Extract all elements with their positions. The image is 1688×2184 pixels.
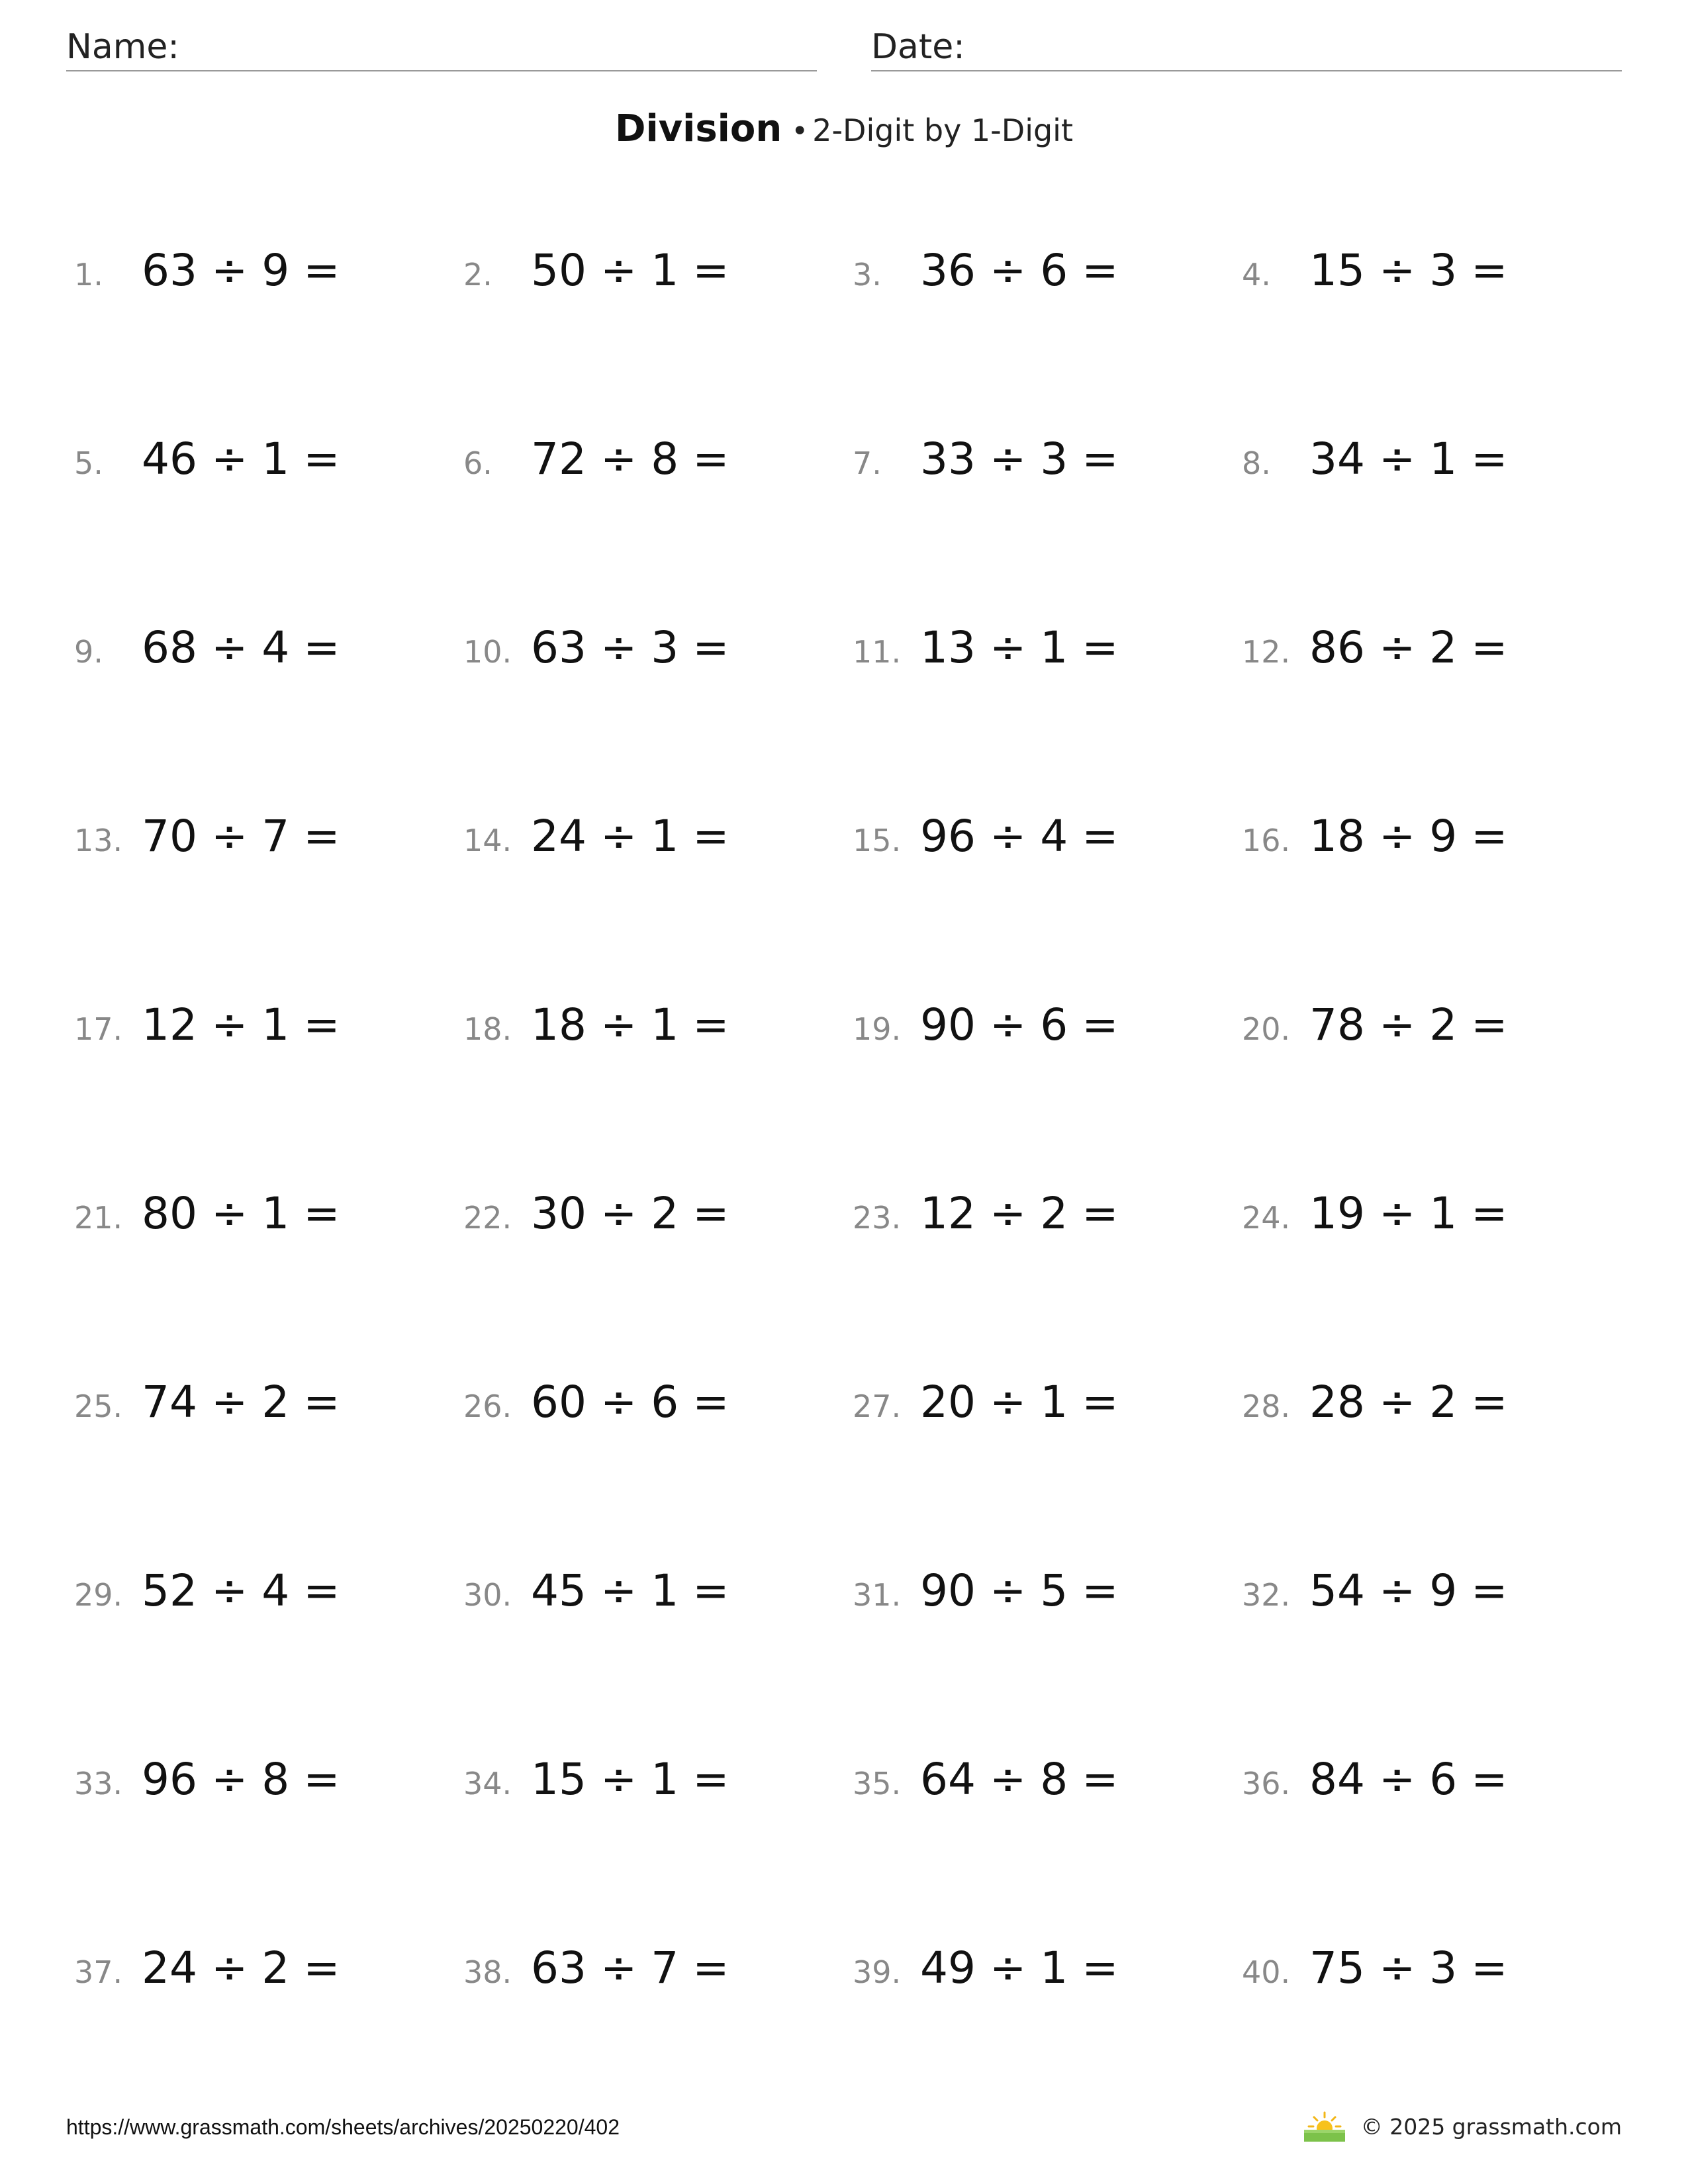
problem-item [463, 811, 729, 877]
name-label: Name: [66, 27, 179, 67]
problem-expression: 18 ÷ 1 = [531, 999, 729, 1050]
problem-item [853, 999, 1119, 1066]
problem-expression: 30 ÷ 2 = [531, 1188, 729, 1239]
problem-item [463, 999, 729, 1066]
problem-item [1242, 999, 1508, 1066]
problem-number: 40. [1242, 1954, 1291, 1990]
problem-item [74, 811, 340, 877]
problem-item [74, 999, 340, 1066]
problem-item [463, 1565, 729, 1631]
footer-brand [1303, 2110, 1622, 2143]
problem-item [1242, 622, 1508, 688]
problem-number: 6. [463, 445, 492, 481]
problem-number: 21. [74, 1200, 123, 1236]
title-subtitle: 2-Digit by 1-Digit [812, 113, 1074, 148]
problem-number: 22. [463, 1200, 512, 1236]
problem-expression: 64 ÷ 8 = [920, 1754, 1119, 1805]
problem-number: 9. [74, 634, 103, 670]
problem-item [853, 811, 1119, 877]
problem-item [74, 1565, 340, 1631]
problem-expression: 12 ÷ 1 = [142, 999, 340, 1050]
problem-expression: 52 ÷ 4 = [142, 1565, 340, 1616]
problem-number: 30. [463, 1577, 512, 1613]
problem-number: 5. [74, 445, 103, 481]
problem-number: 23. [853, 1200, 902, 1236]
title-main: Division [614, 107, 782, 150]
problem-item [463, 245, 729, 311]
problem-item [1242, 1942, 1508, 2009]
problem-expression: 63 ÷ 7 = [531, 1942, 729, 1993]
problem-item [1242, 245, 1508, 311]
problem-number: 25. [74, 1388, 123, 1424]
problem-item [74, 1377, 340, 1443]
problem-expression: 34 ÷ 1 = [1309, 433, 1508, 484]
problem-expression: 19 ÷ 1 = [1309, 1188, 1508, 1239]
problem-item [74, 1754, 340, 1820]
problem-item [1242, 1754, 1508, 1820]
problem-number: 35. [853, 1766, 902, 1801]
problem-number: 31. [853, 1577, 902, 1613]
problem-number: 29. [74, 1577, 123, 1613]
problem-item [1242, 1188, 1508, 1254]
problem-number: 2. [463, 257, 492, 293]
problem-expression: 96 ÷ 4 = [920, 811, 1119, 862]
problem-expression: 50 ÷ 1 = [531, 245, 729, 296]
problem-number: 32. [1242, 1577, 1291, 1613]
problem-expression: 13 ÷ 1 = [920, 622, 1119, 673]
problem-number: 1. [74, 257, 103, 293]
problem-expression: 36 ÷ 6 = [920, 245, 1119, 296]
problem-expression: 45 ÷ 1 = [531, 1565, 729, 1616]
problem-number: 14. [463, 823, 512, 858]
problem-expression: 84 ÷ 6 = [1309, 1754, 1508, 1805]
problem-expression: 54 ÷ 9 = [1309, 1565, 1508, 1616]
problem-number: 8. [1242, 445, 1271, 481]
date-label: Date: [871, 27, 965, 67]
problem-item [853, 1754, 1119, 1820]
problem-item [74, 1942, 340, 2009]
problem-item [853, 1188, 1119, 1254]
problem-item [853, 1942, 1119, 2009]
worksheet-title [0, 106, 1688, 161]
problem-item [853, 1565, 1119, 1631]
problem-expression: 68 ÷ 4 = [142, 622, 340, 673]
problem-number: 12. [1242, 634, 1291, 670]
name-field[interactable] [66, 24, 817, 71]
problem-number: 4. [1242, 257, 1271, 293]
problem-expression: 28 ÷ 2 = [1309, 1377, 1508, 1428]
problem-expression: 15 ÷ 3 = [1309, 245, 1508, 296]
problem-number: 15. [853, 823, 902, 858]
problem-expression: 70 ÷ 7 = [142, 811, 340, 862]
problem-expression: 49 ÷ 1 = [920, 1942, 1119, 1993]
problem-number: 19. [853, 1011, 902, 1047]
problem-expression: 46 ÷ 1 = [142, 433, 340, 484]
problem-expression: 80 ÷ 1 = [142, 1188, 340, 1239]
problem-item [463, 1377, 729, 1443]
problem-number: 33. [74, 1766, 123, 1801]
problem-expression: 78 ÷ 2 = [1309, 999, 1508, 1050]
footer-url: https://www.grassmath.com/sheets/archives/20250220/402 [66, 2115, 620, 2139]
problem-expression: 90 ÷ 6 = [920, 999, 1119, 1050]
title-bullet: • [791, 114, 809, 148]
problem-expression: 18 ÷ 9 = [1309, 811, 1508, 862]
problem-number: 39. [853, 1954, 902, 1990]
problem-number: 13. [74, 823, 123, 858]
problem-expression: 33 ÷ 3 = [920, 433, 1119, 484]
problem-number: 36. [1242, 1766, 1291, 1801]
problem-expression: 63 ÷ 9 = [142, 245, 340, 296]
problem-expression: 12 ÷ 2 = [920, 1188, 1119, 1239]
problem-number: 38. [463, 1954, 512, 1990]
problem-number: 7. [853, 445, 882, 481]
problem-item [1242, 811, 1508, 877]
problem-expression: 20 ÷ 1 = [920, 1377, 1119, 1428]
problem-item [74, 622, 340, 688]
problem-expression: 90 ÷ 5 = [920, 1565, 1119, 1616]
problem-expression: 75 ÷ 3 = [1309, 1942, 1508, 1993]
problem-expression: 72 ÷ 8 = [531, 433, 729, 484]
problem-item [74, 1188, 340, 1254]
problem-number: 16. [1242, 823, 1291, 858]
problem-item [853, 433, 1119, 500]
problem-item [1242, 433, 1508, 500]
problem-item [463, 1942, 729, 2009]
problem-expression: 15 ÷ 1 = [531, 1754, 729, 1805]
problem-number: 10. [463, 634, 512, 670]
problem-number: 27. [853, 1388, 902, 1424]
problem-expression: 60 ÷ 6 = [531, 1377, 729, 1428]
problem-number: 24. [1242, 1200, 1291, 1236]
problem-number: 11. [853, 634, 902, 670]
problem-item [74, 433, 340, 500]
problem-item [463, 1754, 729, 1820]
problem-expression: 96 ÷ 8 = [142, 1754, 340, 1805]
problem-expression: 63 ÷ 3 = [531, 622, 729, 673]
problem-number: 34. [463, 1766, 512, 1801]
problem-item [74, 245, 340, 311]
problem-number: 20. [1242, 1011, 1291, 1047]
problem-item [1242, 1377, 1508, 1443]
problem-number: 37. [74, 1954, 123, 1990]
problem-number: 28. [1242, 1388, 1291, 1424]
problem-item [853, 622, 1119, 688]
problem-number: 26. [463, 1388, 512, 1424]
sun-over-grass-icon [1303, 2110, 1346, 2143]
problem-item [1242, 1565, 1508, 1631]
date-field[interactable] [871, 24, 1622, 71]
problem-number: 17. [74, 1011, 123, 1047]
problem-expression: 24 ÷ 2 = [142, 1942, 340, 1993]
problem-number: 18. [463, 1011, 512, 1047]
problem-item [853, 245, 1119, 311]
problem-number: 3. [853, 257, 882, 293]
footer-copyright: © 2025 grassmath.com [1360, 2113, 1622, 2140]
problem-item [853, 1377, 1119, 1443]
problem-item [463, 622, 729, 688]
problem-item [463, 1188, 729, 1254]
problem-expression: 86 ÷ 2 = [1309, 622, 1508, 673]
problem-item [463, 433, 729, 500]
problem-expression: 74 ÷ 2 = [142, 1377, 340, 1428]
problem-expression: 24 ÷ 1 = [531, 811, 729, 862]
